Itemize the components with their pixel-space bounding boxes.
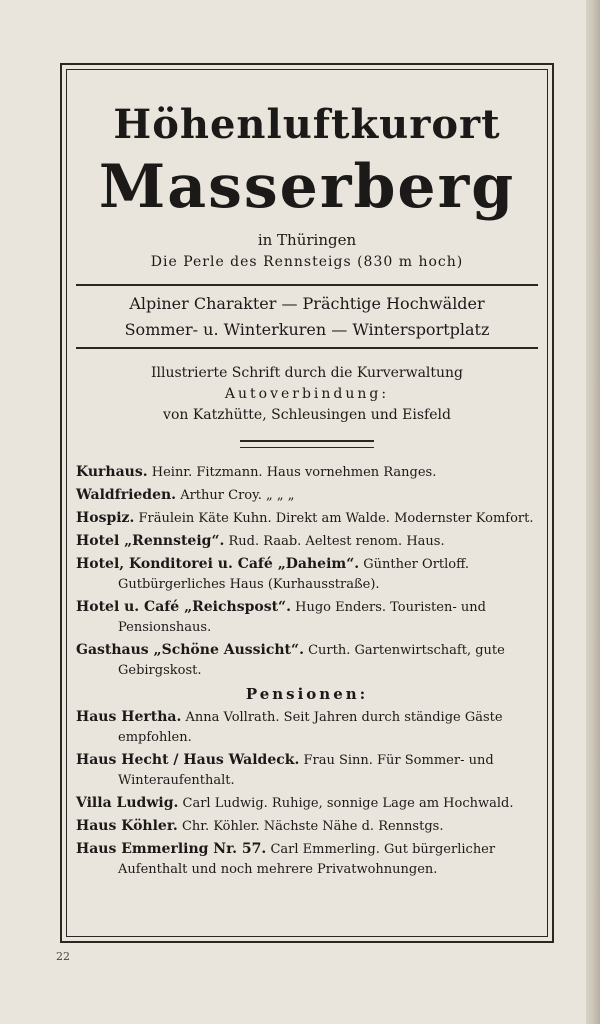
title-line1: Höhenluftkurort: [113, 101, 501, 148]
entry-text: Fräulein Käte Kuhn. Direkt am Walde. Modernster Komfort.: [138, 511, 534, 526]
pensions-heading: Pensionen:: [245, 685, 369, 703]
location-text: in Thüringen: [257, 231, 357, 249]
entry-name: Haus Hertha.: [76, 709, 182, 725]
entry-name: Kurhaus.: [76, 464, 148, 480]
entry-name: Hotel u. Café „Reichspost“.: [76, 599, 291, 615]
list-item: [76, 640, 538, 681]
info-line-3: von Katzhütte, Schleusingen und Eisfeld: [163, 407, 451, 423]
entry-text: Günther Ortloff. Gutbürgerliches Haus (Kurhausstraße).: [118, 557, 470, 592]
info-block: [76, 363, 538, 426]
feature-line-2: Sommer- u. Winterkuren — Wintersportplatz: [124, 320, 490, 339]
entry-name: Haus Emmerling Nr. 57.: [76, 841, 267, 857]
double-divider: [240, 440, 374, 448]
list-item: [76, 508, 538, 529]
header: [76, 100, 538, 272]
entry-text: Frau Sinn. Für Sommer- und Winteraufenthalt.: [118, 753, 494, 788]
entry-text: Arthur Croy. „ „ „: [180, 488, 295, 503]
hotel-list: [76, 462, 538, 880]
entry-text: Curth. Gartenwirtschaft, gute Gebirgskost.: [118, 643, 505, 678]
list-item: [76, 793, 538, 814]
entry-name: Hospiz.: [76, 510, 135, 526]
entry-text: Rud. Raab. Aeltest renom. Haus.: [228, 534, 445, 549]
list-item: [76, 531, 538, 552]
entry-name: Villa Ludwig.: [76, 795, 179, 811]
entry-name: Waldfrieden.: [76, 487, 177, 503]
entry-name: Hotel „Rennsteig“.: [76, 533, 225, 549]
features-box: [76, 286, 538, 347]
entry-text: Hugo Enders. Touristen- und Pensionshaus.: [118, 600, 486, 635]
feature-line-1: Alpiner Charakter — Prächtige Hochwälder: [129, 294, 485, 313]
list-item: [76, 485, 538, 506]
tagline: Die Perle des Rennsteigs (830 m hoch): [150, 254, 464, 270]
entry-text: Chr. Köhler. Nächste Nähe d. Rennstgs.: [181, 819, 444, 834]
page-edge: [586, 0, 600, 1024]
list-item: [76, 554, 538, 595]
info-line-1: Illustrierte Schrift durch die Kurverwaltung: [150, 365, 464, 381]
entry-name: Hotel, Konditorei u. Café „Daheim“.: [76, 556, 360, 572]
entry-text: Carl Emmerling. Gut bürgerlicher Aufenthalt und noch mehrere Privatwohnungen.: [118, 842, 496, 877]
info-line-2: Autoverbindung:: [224, 386, 390, 402]
divider-bottom: [76, 347, 538, 349]
list-item: [76, 750, 538, 791]
title-line2: Masserberg: [98, 152, 516, 222]
list-item: [76, 462, 538, 483]
entry-name: Haus Hecht / Haus Waldeck.: [76, 752, 300, 768]
list-item: [76, 816, 538, 837]
entry-text: Heinr. Fitzmann. Haus vornehmen Ranges.: [151, 465, 437, 480]
list-item: [76, 707, 538, 748]
entry-name: Haus Köhler.: [76, 818, 178, 834]
advertisement-content: [76, 100, 538, 882]
page-number: 22: [56, 950, 70, 963]
entry-text: Carl Ludwig. Ruhige, sonnige Lage am Hochwald.: [182, 796, 514, 811]
list-item: [76, 839, 538, 880]
entry-name: Gasthaus „Schöne Aussicht“.: [76, 642, 304, 658]
list-item: [76, 597, 538, 638]
entry-text: Anna Vollrath. Seit Jahren durch ständige Gäste empfohlen.: [118, 710, 503, 745]
